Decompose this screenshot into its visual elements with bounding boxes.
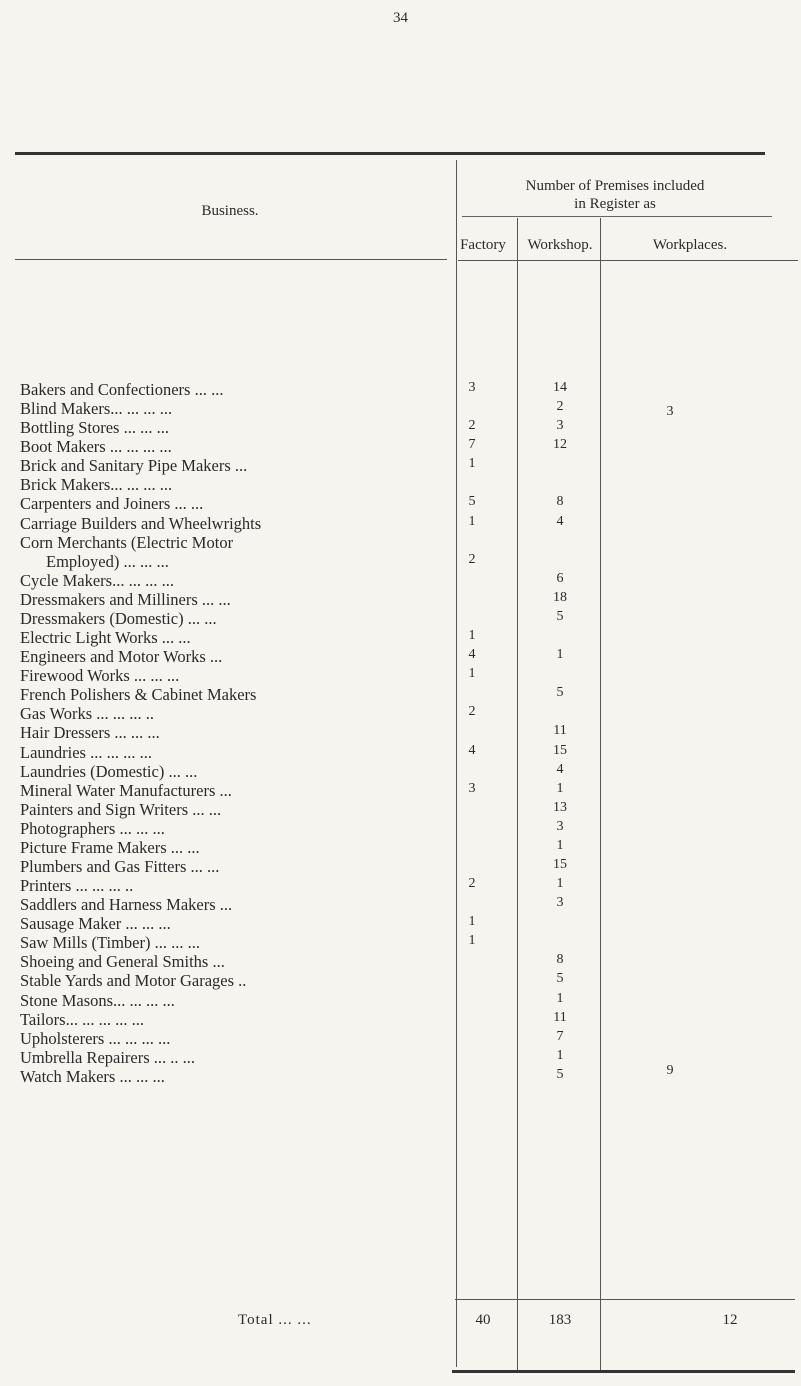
table-row — [0, 723, 801, 742]
business-name: Brick and Sanitary Pipe Makers ... — [20, 456, 248, 476]
workshop-count: 1 — [556, 876, 564, 892]
business-name: French Polishers & Cabinet Makers — [20, 685, 257, 705]
header-subrule — [462, 216, 772, 217]
workshop-count: 8 — [556, 952, 564, 968]
business-name: Painters and Sign Writers ... ... — [20, 799, 222, 819]
factory-count: 7 — [468, 437, 476, 453]
business-name: Picture Frame Makers ... ... — [20, 837, 200, 857]
table-row — [0, 762, 801, 781]
factory-count: 1 — [468, 456, 476, 472]
workshop-count: 1 — [556, 647, 564, 663]
workshop-count: 14 — [553, 380, 567, 395]
page-number: 34 — [393, 10, 408, 26]
table-row — [0, 666, 801, 685]
header-workshop: Workshop. — [527, 237, 593, 253]
factory-count: 2 — [468, 876, 476, 892]
business-name: Tailors... ... ... ... ... — [20, 1009, 144, 1029]
workshop-count: 5 — [556, 608, 564, 624]
business-name: Blind Makers... ... ... ... — [20, 399, 173, 419]
business-name: Plumbers and Gas Fitters ... ... — [20, 857, 220, 876]
table-row — [0, 991, 801, 1010]
table-row — [0, 418, 801, 437]
workshop-count: 5 — [556, 1066, 564, 1082]
table-row — [0, 628, 801, 647]
factory-count: 2 — [468, 704, 476, 720]
business-name: Laundries ... ... ... ... — [20, 742, 152, 762]
table-row — [0, 571, 801, 590]
workshop-count: 4 — [556, 513, 564, 529]
factory-count: 1 — [468, 933, 476, 949]
table-row — [0, 552, 801, 571]
table-row — [0, 456, 801, 475]
workshop-count: 1 — [556, 780, 564, 796]
workplaces-group-value: 3 — [666, 404, 674, 419]
factory-count: 1 — [468, 666, 476, 682]
header-factory: Factory — [460, 237, 506, 253]
header-workplaces: Workplaces. — [652, 237, 728, 253]
table-row — [0, 819, 801, 838]
table-row — [0, 743, 801, 762]
business-name: Saw Mills (Timber) ... ... ... — [20, 933, 200, 953]
header-group-line1: Number of Premises included — [525, 178, 705, 194]
business-name: Mineral Water Manufacturers ... — [20, 780, 232, 800]
business-name: Cycle Makers... ... ... ... — [20, 570, 174, 590]
factory-count: 1 — [468, 914, 476, 930]
table-row — [0, 437, 801, 456]
header-bottom-rule-right — [458, 260, 798, 261]
table-row — [0, 609, 801, 628]
business-name: Saddlers and Harness Makers ... — [20, 895, 233, 915]
table-row — [0, 704, 801, 723]
workshop-count: 18 — [553, 589, 567, 605]
factory-count: 5 — [468, 494, 476, 510]
total-workshop: 183 — [548, 1312, 572, 1328]
workshop-count: 15 — [553, 742, 567, 758]
workshop-count: 13 — [553, 799, 567, 815]
business-name: Watch Makers ... ... ... — [20, 1066, 165, 1086]
table-row — [0, 971, 801, 990]
table-row — [0, 952, 801, 971]
business-name: Upholsterers ... ... ... ... — [20, 1028, 171, 1048]
business-name: Stable Yards and Motor Garages .. — [20, 971, 247, 991]
total-label: Total ... ... — [238, 1312, 312, 1328]
business-name: Electric Light Works ... ... — [20, 628, 191, 648]
business-name: Printers ... ... ... .. — [20, 876, 134, 896]
total-factory: 40 — [475, 1312, 491, 1328]
top-rule — [15, 152, 765, 155]
table-row — [0, 590, 801, 609]
factory-count: 4 — [468, 742, 476, 758]
business-name: Sausage Maker ... ... ... — [20, 914, 171, 934]
table-row — [0, 876, 801, 895]
workshop-count: 11 — [553, 1009, 567, 1025]
business-name: Photographers ... ... ... — [20, 818, 165, 838]
workshop-count: 11 — [553, 723, 567, 739]
workshop-count: 5 — [556, 971, 564, 987]
workshop-count: 7 — [556, 1028, 564, 1044]
table-row — [0, 914, 801, 933]
workshop-count: 1 — [556, 1047, 564, 1063]
workshop-count: 3 — [556, 818, 564, 834]
workplaces-group-value: 9 — [666, 1063, 674, 1078]
business-name: Bakers and Confectioners ... ... — [20, 380, 224, 399]
business-name: Carpenters and Joiners ... ... — [20, 494, 204, 514]
business-name: Stone Masons... ... ... ... — [20, 990, 175, 1010]
factory-count: 2 — [468, 418, 476, 434]
business-name: Firewood Works ... ... ... — [20, 666, 180, 686]
business-name: Carriage Builders and Wheelwrights — [20, 513, 262, 533]
workshop-count: 1 — [556, 990, 564, 1006]
table-row — [0, 781, 801, 800]
workshop-count: 3 — [556, 895, 564, 911]
business-name: Bottling Stores ... ... ... — [20, 418, 169, 438]
business-name: Brick Makers... ... ... ... — [20, 475, 173, 495]
table-row — [0, 895, 801, 914]
table-row — [0, 685, 801, 704]
business-name: Laundries (Domestic) ... ... — [20, 761, 198, 781]
factory-count: 4 — [468, 647, 476, 663]
table-row — [0, 857, 801, 876]
workshop-count: 12 — [553, 437, 567, 453]
total-rule — [455, 1299, 795, 1300]
workshop-count: 4 — [556, 761, 564, 777]
workshop-count: 8 — [556, 494, 564, 510]
workshop-count: 1 — [556, 837, 564, 853]
business-name: Hair Dressers ... ... ... — [20, 723, 160, 743]
header-business: Business. — [201, 203, 259, 219]
table-row — [0, 514, 801, 533]
business-name: Umbrella Repairers ... .. ... — [20, 1047, 196, 1067]
factory-count: 3 — [468, 780, 476, 796]
business-name: Employed) ... ... ... — [46, 551, 169, 571]
workshop-count: 15 — [553, 857, 567, 872]
business-name: Engineers and Motor Works ... — [20, 647, 223, 667]
table-row — [0, 933, 801, 952]
workshop-count: 2 — [556, 399, 564, 415]
business-name: Dressmakers and Milliners ... ... — [20, 589, 231, 609]
table-row — [0, 800, 801, 819]
factory-count: 2 — [468, 551, 476, 567]
table-row — [0, 1010, 801, 1029]
total-workplaces: 12 — [722, 1312, 738, 1328]
header-bottom-rule-left — [15, 259, 447, 260]
table-row — [0, 475, 801, 494]
workshop-count: 6 — [556, 570, 564, 586]
table-row — [0, 1029, 801, 1048]
factory-count: 1 — [468, 513, 476, 529]
factory-count: 3 — [468, 380, 476, 395]
business-name: Boot Makers ... ... ... ... — [20, 437, 172, 457]
bottom-rule — [452, 1370, 795, 1373]
business-name: Corn Merchants (Electric Motor — [20, 532, 234, 552]
factory-count: 1 — [468, 628, 476, 644]
business-name: Shoeing and General Smiths ... — [20, 952, 225, 972]
table-row — [0, 380, 801, 399]
business-name: Gas Works ... ... ... .. — [20, 704, 155, 724]
table-row — [0, 838, 801, 857]
table-row — [0, 647, 801, 666]
header-group-line2: in Register as — [574, 196, 656, 212]
table-row — [0, 533, 801, 552]
workshop-count: 5 — [556, 685, 564, 701]
business-name: Dressmakers (Domestic) ... ... — [20, 608, 217, 628]
table-row — [0, 494, 801, 513]
workshop-count: 3 — [556, 418, 564, 434]
